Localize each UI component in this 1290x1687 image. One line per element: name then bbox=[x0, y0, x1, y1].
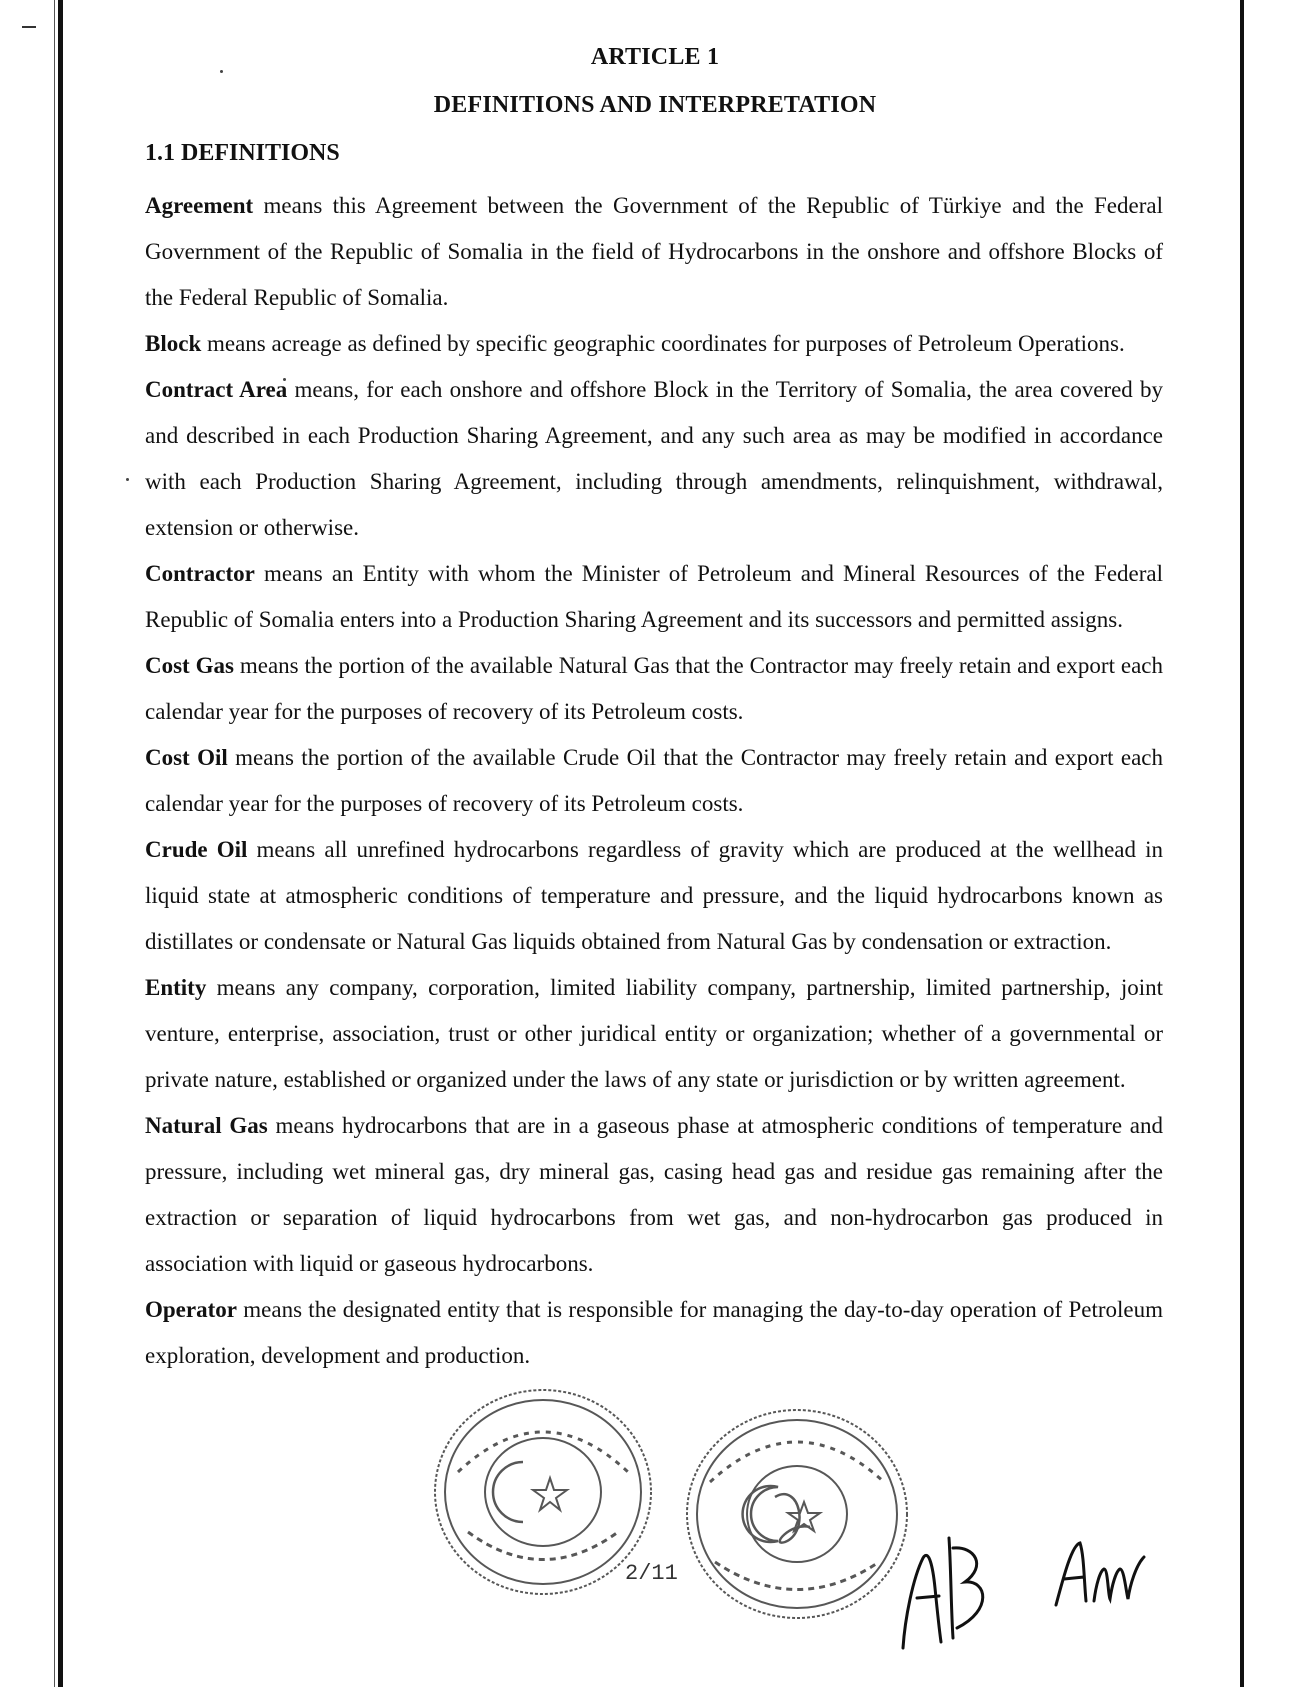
signature-initials-right bbox=[1050, 1535, 1160, 1615]
definition-paragraph bbox=[145, 367, 1163, 551]
section-title: 1.1 DEFINITIONS bbox=[145, 140, 340, 166]
definition-paragraph bbox=[145, 643, 1163, 735]
definition-paragraph bbox=[145, 551, 1163, 643]
definition-text: means the portion of the available Crude Oil that the Contractor may freely retain and export each calendar year for the purposes of recovery of its Petroleum costs. bbox=[145, 745, 1164, 816]
right-official-seal bbox=[680, 1402, 915, 1627]
article-title: ARTICLE 1 bbox=[590, 44, 720, 70]
scan-speck bbox=[126, 478, 129, 481]
scan-mark bbox=[22, 26, 36, 28]
definition-text: means any company, corporation, limited liability company, partnership, limited partnership, joint venture, enterprise, association, trust or other juridical entity or organization; whether of a governmental or private nature, established or organized under the laws of any state or jurisdiction or by written agreement. bbox=[145, 975, 1163, 1092]
definition-term: Crude Oil bbox=[145, 837, 248, 862]
definition-text: means the designated entity that is responsible for managing the day-to-day operation of Petroleum exploration, development and production. bbox=[145, 1297, 1163, 1368]
definition-paragraph bbox=[145, 321, 1163, 367]
definition-term: Contractor bbox=[145, 561, 255, 586]
definition-term: Block bbox=[145, 331, 202, 356]
definition-text: means acreage as defined by specific geographic coordinates for purposes of Petroleum Operations. bbox=[201, 331, 1125, 356]
definition-paragraph bbox=[145, 965, 1163, 1103]
right-margin-rule bbox=[1240, 0, 1244, 1687]
definition-text: means this Agreement between the Government of the Republic of Türkiye and the Federal Government of the Republic of Somalia in the field of Hydrocarbons in the onshore and offshore Blocks of the Federal Republic of Somalia. bbox=[145, 193, 1163, 310]
definitions-body bbox=[145, 183, 1163, 1379]
definition-paragraph bbox=[145, 1103, 1163, 1287]
definition-text: means the portion of the available Natural Gas that the Contractor may freely retain and export each calendar year for the purposes of recovery of its Petroleum costs. bbox=[145, 653, 1163, 724]
left-official-seal bbox=[428, 1382, 658, 1602]
definition-text: means, for each onshore and offshore Block in the Territory of Somalia, the area covered by and described in each Production Sharing Agreement, and any such area as may be modified in accordance with each Production Sharing Agreement, including through amendments, relinquishment, withdrawal, extension or otherwise. bbox=[145, 377, 1164, 540]
definition-paragraph bbox=[145, 735, 1163, 827]
left-margin-rule bbox=[58, 0, 63, 1687]
definition-term: Operator bbox=[145, 1297, 237, 1322]
definition-term: Cost Oil bbox=[145, 745, 228, 770]
article-subtitle: DEFINITIONS AND INTERPRETATION bbox=[433, 92, 877, 118]
definition-paragraph bbox=[145, 827, 1163, 965]
page-number: 2/11 bbox=[625, 1561, 678, 1586]
signature-initials-left bbox=[895, 1518, 1005, 1658]
definition-term: Natural Gas bbox=[145, 1113, 268, 1138]
definition-text: means all unrefined hydrocarbons regardless of gravity which are produced at the wellhead in liquid state at atmospheric conditions of temperature and pressure, and the liquid hydrocarbons known as distillates or condensate or Natural Gas liquids obtained from Natural Gas by condensation or extraction. bbox=[145, 837, 1163, 954]
definition-paragraph bbox=[145, 1287, 1163, 1379]
definition-text: means an Entity with whom the Minister of Petroleum and Mineral Resources of the Federal Republic of Somalia enters into a Production Sharing Agreement and its successors and permitted assigns. bbox=[145, 561, 1163, 632]
definition-term: Contract Area bbox=[145, 377, 288, 402]
scan-edge-line bbox=[54, 0, 55, 1687]
definition-term: Entity bbox=[145, 975, 207, 1000]
definition-paragraph bbox=[145, 183, 1163, 321]
definition-term: Cost Gas bbox=[145, 653, 234, 678]
definition-text: means hydrocarbons that are in a gaseous phase at atmospheric conditions of temperature and pressure, including wet mineral gas, dry mineral gas, casing head gas and residue gas remaining after the extraction or separation of liquid hydrocarbons from wet gas, and non-hydrocarbon gas produced in association with liquid or gaseous hydrocarbons. bbox=[145, 1113, 1163, 1276]
definition-term: Agreement bbox=[145, 193, 254, 218]
